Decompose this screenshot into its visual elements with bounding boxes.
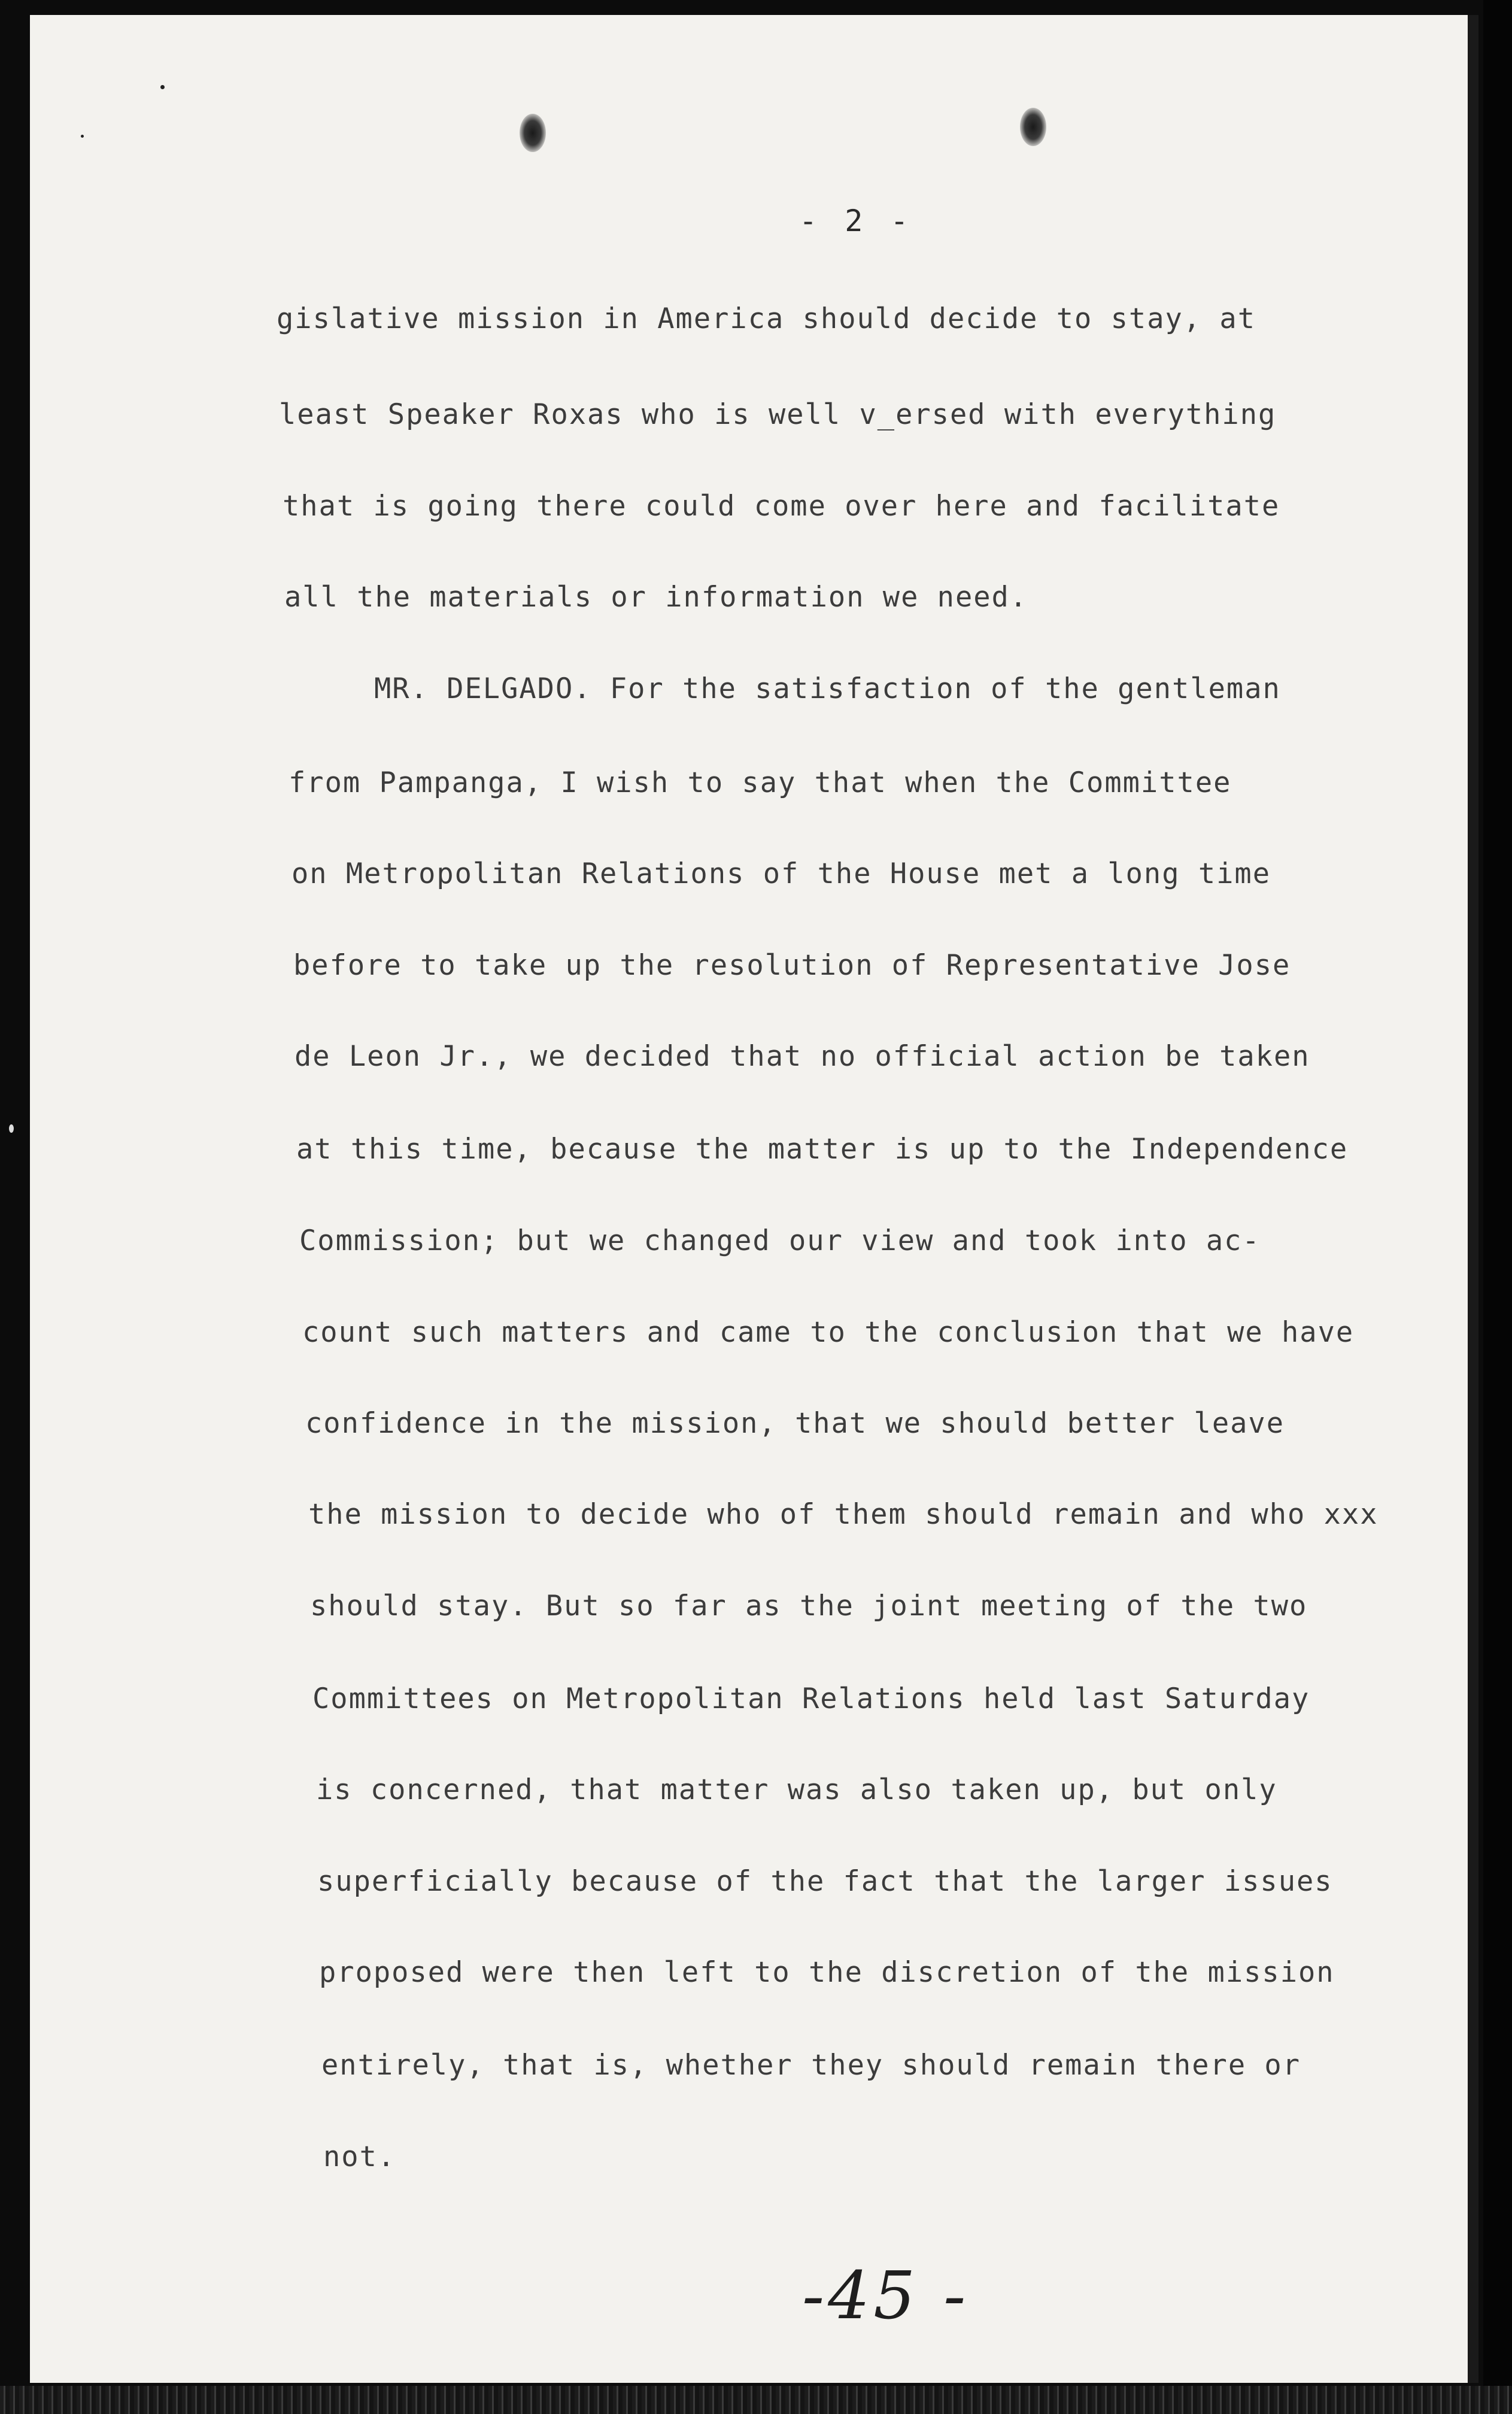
text-line: Commission; but we changed our view and took into ac- [299,1224,1261,1257]
scan-edge-right [1483,0,1512,2414]
text-line: gislative mission in America should decide to stay, at [277,302,1256,335]
text-line: from Pampanga, I wish to say that when the Committee [289,766,1232,799]
text-line: at this time, because the matter is up to the Independence [296,1133,1349,1166]
text-line: that is going there could come over here and facilitate [283,490,1280,523]
binder-hole [1020,108,1046,146]
scan-edge-bottom [0,2386,1512,2414]
text-line: before to take up the resolution of Representative Jose [293,949,1291,982]
text-line: proposed were then left to the discretion of the mission [319,1956,1335,1989]
text-line: count such matters and came to the conclusion that we have [302,1316,1355,1349]
page-number: - 2 - [799,204,913,238]
binder-hole [520,114,546,152]
text-line: confidence in the mission, that we should better leave [305,1407,1285,1440]
text-line: on Metropolitan Relations of the House met a long time [292,857,1271,890]
text-line: should stay. But so far as the joint meeting of the two [310,1590,1308,1623]
text-line: the mission to decide who of them should remain and who xxx [308,1498,1379,1531]
scan-speck [81,135,84,138]
text-line: least Speaker Roxas who is well v_ersed with everything [279,398,1277,431]
text-line: all the materials or information we need. [284,581,1028,614]
text-line: is concerned, that matter was also taken up, but only [316,1773,1277,1806]
text-line: entirely, that is, whether they should remain there or [321,2049,1301,2082]
scan-speck [160,85,165,89]
text-line: superficially because of the fact that the larger issues [317,1865,1333,1898]
text-line: de Leon Jr., we decided that no official action be taken [294,1040,1310,1073]
speaker-line: MR. DELGADO. For the satisfaction of the gentleman [374,672,1281,705]
document-page [30,15,1478,2383]
text-line: not. [323,2140,396,2173]
scan-speck [9,1124,14,1133]
handwritten-page-number: -45 - [802,2257,970,2334]
text-line: Committees on Metropolitan Relations held last Saturday [312,1682,1310,1715]
